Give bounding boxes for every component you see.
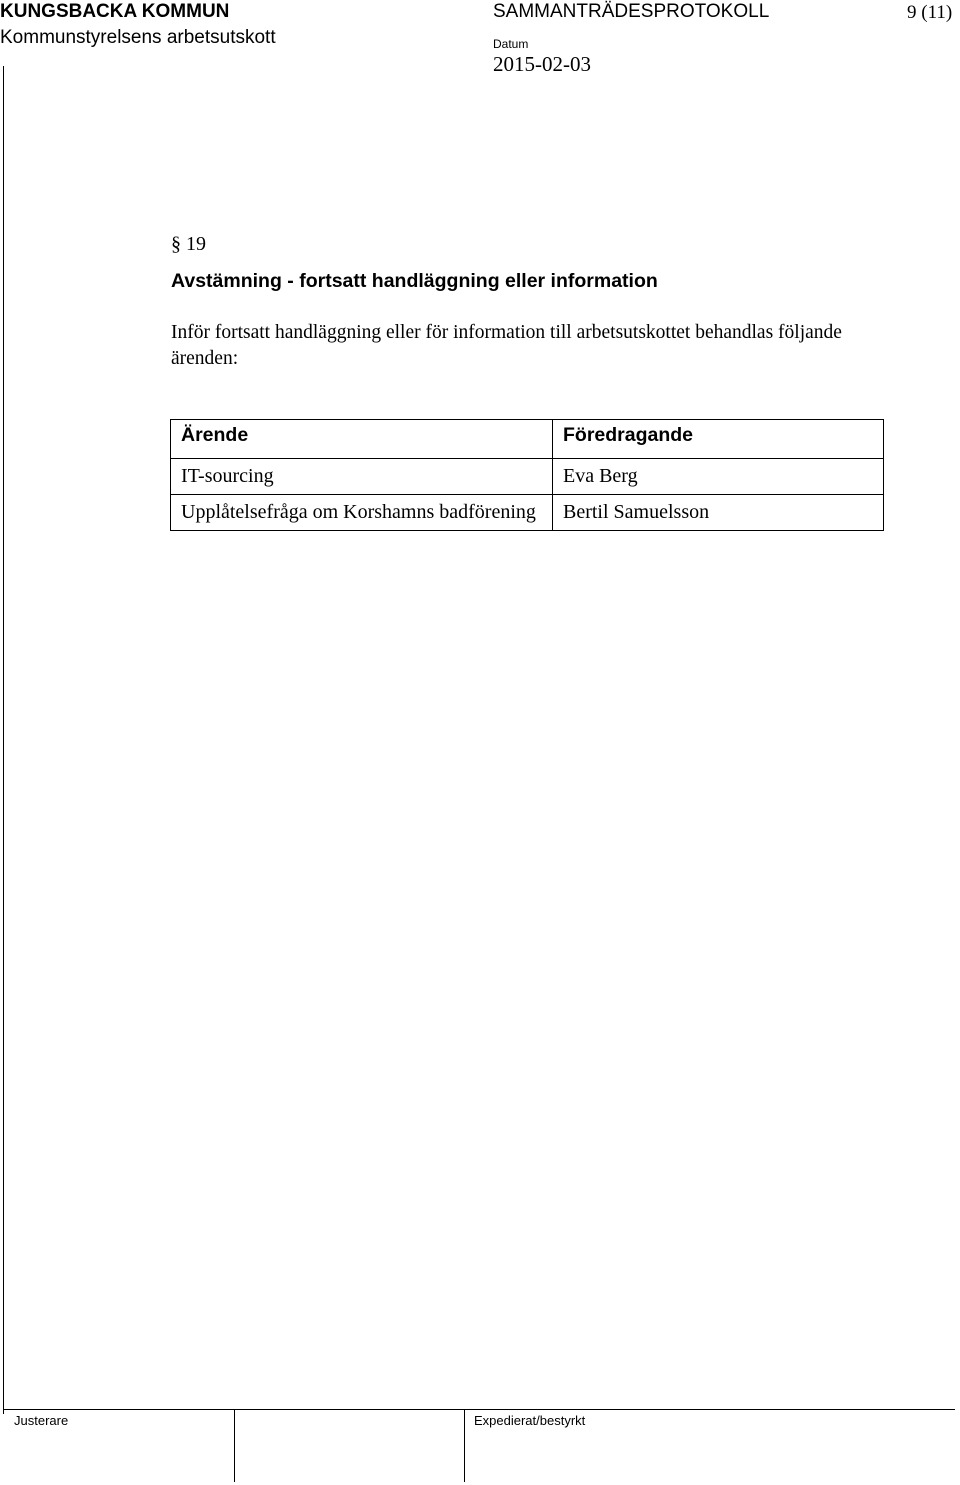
presenter-cell: Eva Berg	[553, 459, 884, 495]
section-body: Inför fortsatt handläggning eller för information till arbetsutskottet behandlas följande ärenden:	[171, 322, 842, 369]
matter-cell: Upplåtelsefråga om Korshamns badförening	[171, 495, 553, 531]
paragraph-number: § 19	[171, 233, 206, 255]
page-number: 9 (11)	[907, 2, 953, 23]
table-row	[171, 459, 884, 495]
section-title: Avstämning - fortsatt handläggning eller information	[171, 270, 658, 292]
footer-rule	[3, 1409, 955, 1410]
table-header-row	[171, 420, 884, 459]
footer-divider	[234, 1409, 235, 1482]
organization-name: KUNGSBACKA KOMMUN	[0, 1, 230, 22]
footer-label-dispatched: Expedierat/bestyrkt	[474, 1413, 586, 1428]
footer-divider	[464, 1409, 465, 1482]
column-header-presenter: Föredragande	[553, 420, 884, 459]
date-value: 2015-02-03	[493, 52, 591, 76]
presenter-cell: Bertil Samuelsson	[553, 495, 884, 531]
matters-table	[170, 419, 884, 531]
footer-label-verifier: Justerare	[14, 1413, 69, 1428]
committee-name: Kommunstyrelsens arbetsutskott	[0, 27, 276, 48]
column-header-matter: Ärende	[171, 420, 553, 459]
left-margin-rule	[3, 66, 4, 1414]
document-type: SAMMANTRÄDESPROTOKOLL	[493, 1, 770, 22]
date-label: Datum	[493, 37, 529, 51]
matter-cell: IT-sourcing	[171, 459, 553, 495]
table-row	[171, 495, 884, 531]
